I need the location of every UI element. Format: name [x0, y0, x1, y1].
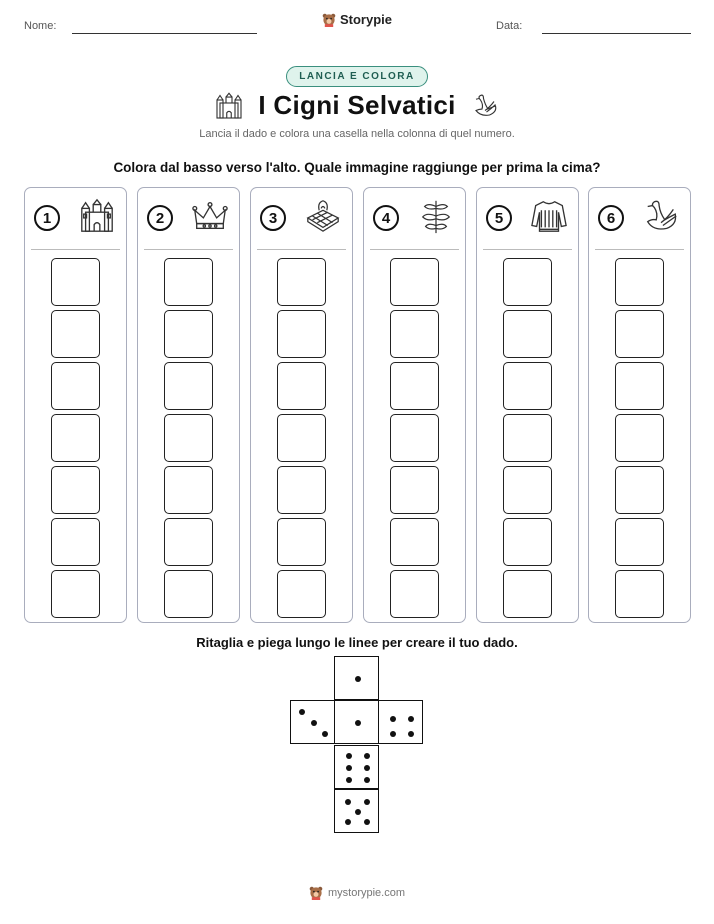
bear-icon — [322, 13, 336, 27]
color-box[interactable] — [503, 258, 552, 306]
dice-pip — [364, 819, 370, 825]
dice-instruction: Ritaglia e piega lungo le linee per creare il tuo dado. — [196, 635, 518, 650]
bear-icon — [309, 886, 323, 900]
column-divider — [31, 249, 120, 250]
color-box[interactable] — [503, 414, 552, 462]
dice-face-2 — [378, 700, 423, 744]
color-box[interactable] — [503, 518, 552, 566]
color-box[interactable] — [277, 414, 326, 462]
column-divider — [595, 249, 684, 250]
color-box[interactable] — [390, 258, 439, 306]
dice-face-6 — [334, 745, 379, 789]
game-question: Colora dal basso verso l'alto. Quale immagine raggiunge per prima la cima? — [113, 160, 601, 175]
column-number: 6 — [598, 205, 624, 231]
activity-badge: LANCIA E COLORA — [286, 66, 427, 87]
color-box[interactable] — [164, 570, 213, 618]
footer-url: mystorypie.com — [327, 887, 406, 899]
color-box[interactable] — [390, 466, 439, 514]
color-box[interactable] — [51, 414, 100, 462]
dice-face-5 — [334, 789, 379, 833]
color-box[interactable] — [51, 570, 100, 618]
brand-name: Storypie — [339, 12, 392, 27]
color-box[interactable] — [164, 258, 213, 306]
color-box[interactable] — [503, 570, 552, 618]
color-box[interactable] — [390, 362, 439, 410]
swan-icon — [470, 91, 500, 121]
dice-pip — [355, 676, 361, 682]
column-number: 4 — [373, 205, 399, 231]
column-2 — [137, 187, 240, 623]
swan-icon — [641, 197, 681, 240]
dice-pip — [299, 709, 305, 715]
color-box[interactable] — [615, 466, 664, 514]
column-number: 5 — [486, 205, 512, 231]
dice-pip — [390, 716, 396, 722]
sweater-icon — [529, 197, 569, 240]
dice-pip — [364, 777, 370, 783]
nettle-basket-icon — [303, 197, 343, 240]
color-box[interactable] — [503, 310, 552, 358]
color-box[interactable] — [277, 518, 326, 566]
color-box[interactable] — [615, 310, 664, 358]
dice-pip — [345, 819, 351, 825]
column-divider — [257, 249, 346, 250]
column-divider — [483, 249, 572, 250]
color-box[interactable] — [390, 518, 439, 566]
dice-pip — [345, 799, 351, 805]
dice-pip — [355, 809, 361, 815]
column-4 — [363, 187, 466, 623]
dice-face-1 — [334, 656, 379, 700]
dice-pip — [364, 765, 370, 771]
column-6 — [588, 187, 691, 623]
color-box[interactable] — [615, 362, 664, 410]
column-1 — [24, 187, 127, 623]
page-subtitle: Lancia il dado e colora una casella nella colonna di quel numero. — [199, 128, 515, 140]
date-line[interactable] — [542, 33, 691, 34]
dice-pip — [390, 731, 396, 737]
color-box[interactable] — [164, 362, 213, 410]
color-box[interactable] — [277, 362, 326, 410]
dice-pip — [346, 753, 352, 759]
castle-icon — [77, 197, 117, 240]
column-5 — [476, 187, 579, 623]
dice-pip — [346, 765, 352, 771]
dice-face-1 — [334, 700, 379, 744]
nettle-plant-icon — [416, 197, 456, 240]
dice-pip — [322, 731, 328, 737]
color-box[interactable] — [164, 466, 213, 514]
column-3 — [250, 187, 353, 623]
crown-icon — [190, 197, 230, 240]
color-box[interactable] — [164, 310, 213, 358]
color-box[interactable] — [277, 466, 326, 514]
date-label: Data: — [496, 20, 523, 32]
dice-pip — [346, 777, 352, 783]
footer — [0, 886, 714, 900]
name-line[interactable] — [72, 33, 257, 34]
column-number: 2 — [147, 205, 173, 231]
color-box[interactable] — [51, 362, 100, 410]
color-box[interactable] — [51, 258, 100, 306]
color-box[interactable] — [390, 310, 439, 358]
color-box[interactable] — [390, 414, 439, 462]
color-box[interactable] — [503, 466, 552, 514]
dice-pip — [355, 720, 361, 726]
color-box[interactable] — [615, 518, 664, 566]
dice-pip — [408, 731, 414, 737]
dice-pip — [311, 720, 317, 726]
page-title: I Cigni Selvatici — [258, 90, 456, 120]
column-divider — [370, 249, 459, 250]
color-box[interactable] — [51, 466, 100, 514]
color-box[interactable] — [390, 570, 439, 618]
color-box[interactable] — [51, 518, 100, 566]
color-box[interactable] — [615, 570, 664, 618]
color-box[interactable] — [277, 570, 326, 618]
column-number: 1 — [34, 205, 60, 231]
color-box[interactable] — [277, 310, 326, 358]
dice-face-3 — [290, 700, 335, 744]
color-box[interactable] — [164, 414, 213, 462]
column-number: 3 — [260, 205, 286, 231]
color-box[interactable] — [615, 414, 664, 462]
name-label: Nome: — [24, 20, 57, 32]
color-box[interactable] — [277, 258, 326, 306]
color-box[interactable] — [503, 362, 552, 410]
brand-logo — [0, 12, 714, 32]
dice-pip — [364, 799, 370, 805]
column-divider — [144, 249, 233, 250]
color-box[interactable] — [615, 258, 664, 306]
color-box[interactable] — [164, 518, 213, 566]
dice-pip — [364, 753, 370, 759]
dice-pip — [408, 716, 414, 722]
color-box[interactable] — [51, 310, 100, 358]
castle-icon — [214, 91, 244, 121]
